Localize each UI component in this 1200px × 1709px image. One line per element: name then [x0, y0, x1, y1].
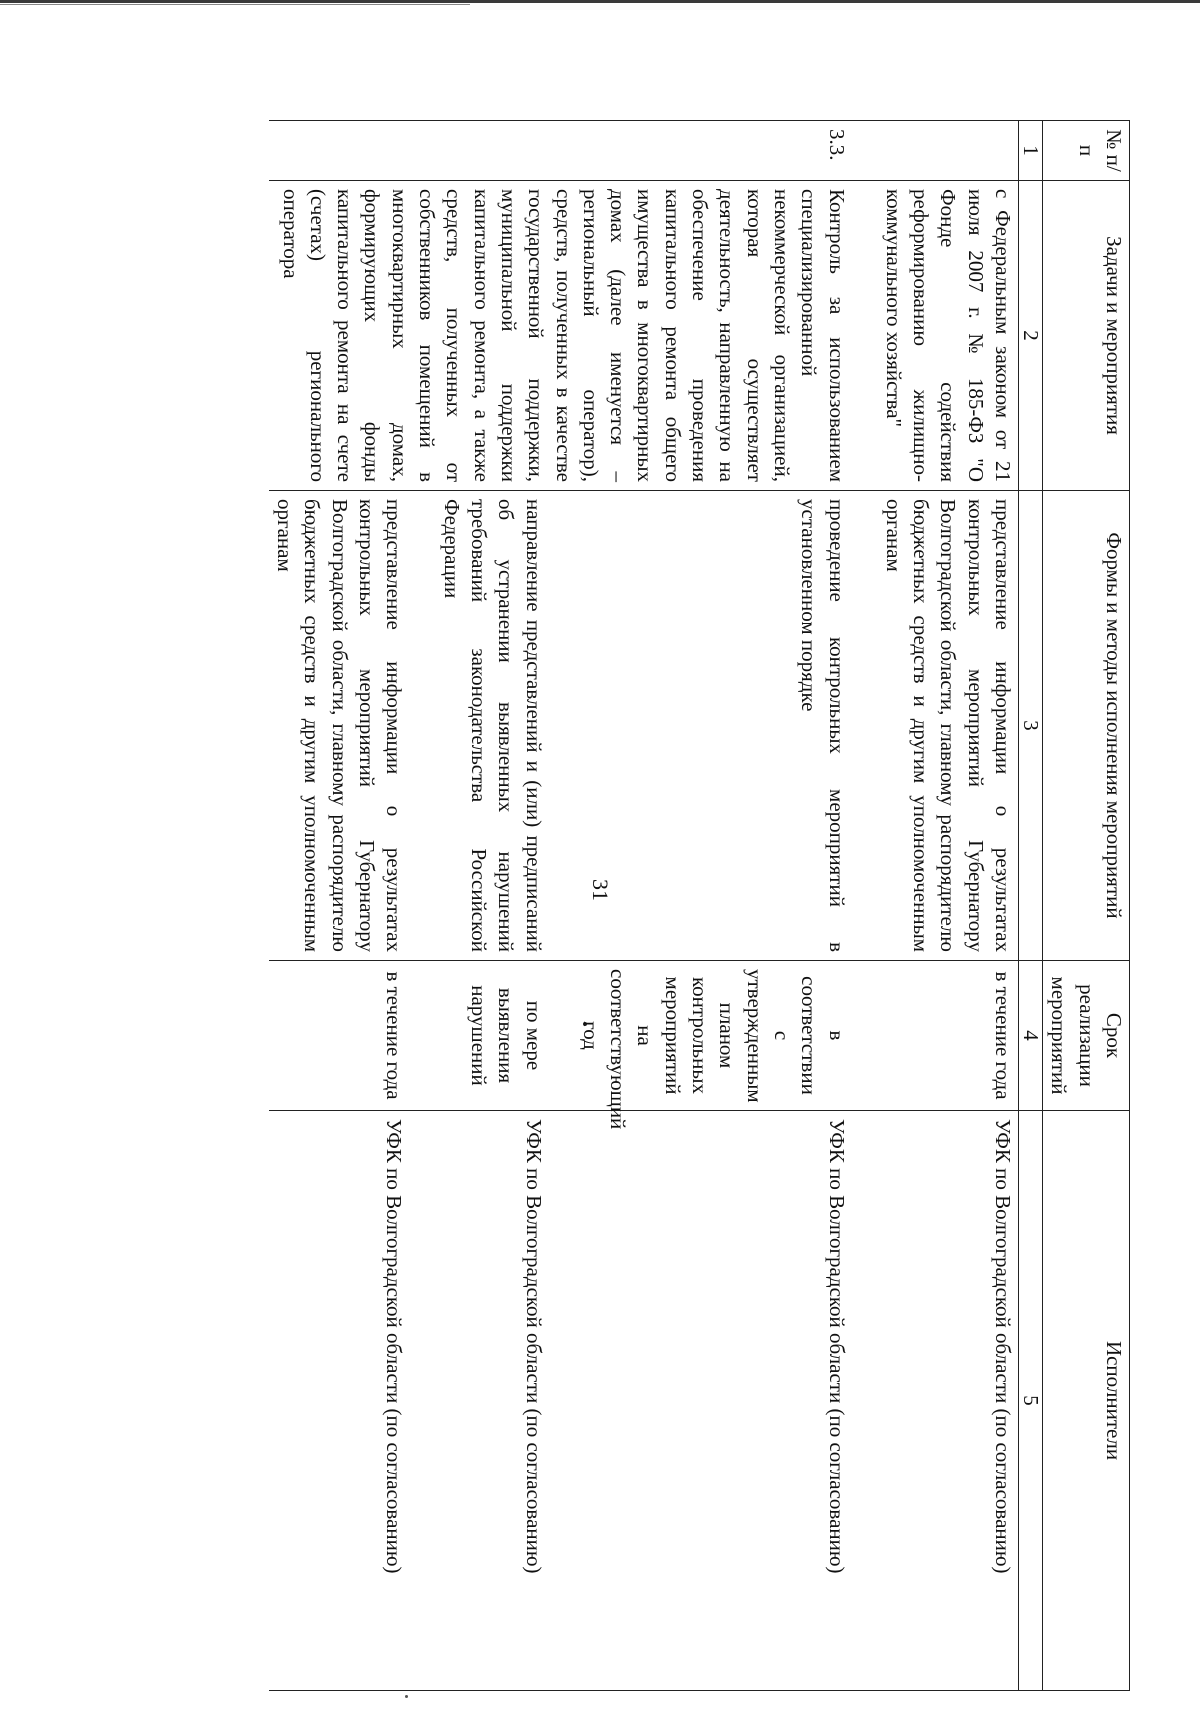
- scan-dot-secondary: [405, 1695, 408, 1698]
- row-forms: направление представлений и (или) предписаний об устранении выявленных нарушений требований законодательства Российской Федерации: [435, 491, 548, 961]
- row-executors: УФК по Волгоградской области (по согласованию): [435, 1111, 548, 1691]
- scan-edge-line: [0, 0, 1200, 3]
- row-number: [435, 121, 548, 181]
- rotated-table-container: [170, 120, 1130, 1690]
- table-row: [878, 121, 1019, 1691]
- row-task: Контроль за использованием специализированной некоммерческой организацией, которая осуществляет деятельность, направленную на обеспечение проведения капитального ремонта общего имущества в многоквартирных домах (далее именуется – региональный оператор), средств, полученных в качестве государственной поддержки, муниципальной поддержки капитального ремонта, а также средств, полученных от собственников помещений в многоквартирных домах, формирующих фонды капитального ремонта на счете (счетах) регионального оператора: [269, 181, 852, 491]
- row-executors: УФК по Волгоградской области (по согласованию): [269, 1111, 409, 1691]
- row-term: в течение года: [269, 961, 409, 1111]
- measures-table: [269, 120, 1130, 1691]
- header-executors: Исполнители: [1043, 1111, 1130, 1691]
- table-header-row: [1043, 121, 1130, 1691]
- column-number-5: 5: [1019, 1111, 1043, 1691]
- row-task: с Федеральным законом от 21 июля 2007 г. № 185-ФЗ "О Фонде содействия реформированию жилищно-коммунального хозяйства": [878, 181, 1019, 491]
- page-number: 31: [588, 879, 613, 901]
- row-number: 3.3.: [575, 121, 852, 181]
- header-tasks: Задачи и мероприятия: [1043, 181, 1130, 491]
- row-executors: УФК по Волгоградской области (по согласованию): [878, 1111, 1019, 1691]
- row-number: [269, 121, 409, 181]
- row-term: в соответствии с утвержденным планом контрольных мероприятий на соответствующий год: [575, 961, 852, 1111]
- row-term: по мере выявления нарушений: [435, 961, 548, 1111]
- column-number-1: 1: [1019, 121, 1043, 181]
- header-forms: Формы и методы исполнения мероприятий: [1043, 491, 1130, 961]
- row-number: [878, 121, 1019, 181]
- row-forms: проведение контрольных мероприятий в установленном порядке: [575, 491, 852, 961]
- row-forms: представление информации о результатах контрольных мероприятий Губернатору Волгоградской области, главному распорядителю бюджетных средств и другим уполномоченным органам: [878, 491, 1019, 961]
- table-row: [575, 121, 852, 1691]
- row-forms: представление информации о результатах контрольных мероприятий Губернатору Волгоградской области, главному распорядителю бюджетных средств и другим уполномоченным органам: [269, 491, 409, 961]
- column-number-2: 2: [1019, 181, 1043, 491]
- row-term: в течение года: [878, 961, 1019, 1111]
- header-term: Срок реализации мероприятий: [1043, 961, 1130, 1111]
- scan-edge-line-secondary: [0, 4, 470, 5]
- table-spacer-row: [852, 121, 878, 1691]
- header-number: № п/п: [1043, 121, 1130, 181]
- column-number-4: 4: [1019, 961, 1043, 1111]
- row-executors: УФК по Волгоградской области (по согласованию): [575, 1111, 852, 1691]
- table-column-numbers-row: [1019, 121, 1043, 1691]
- column-number-3: 3: [1019, 491, 1043, 961]
